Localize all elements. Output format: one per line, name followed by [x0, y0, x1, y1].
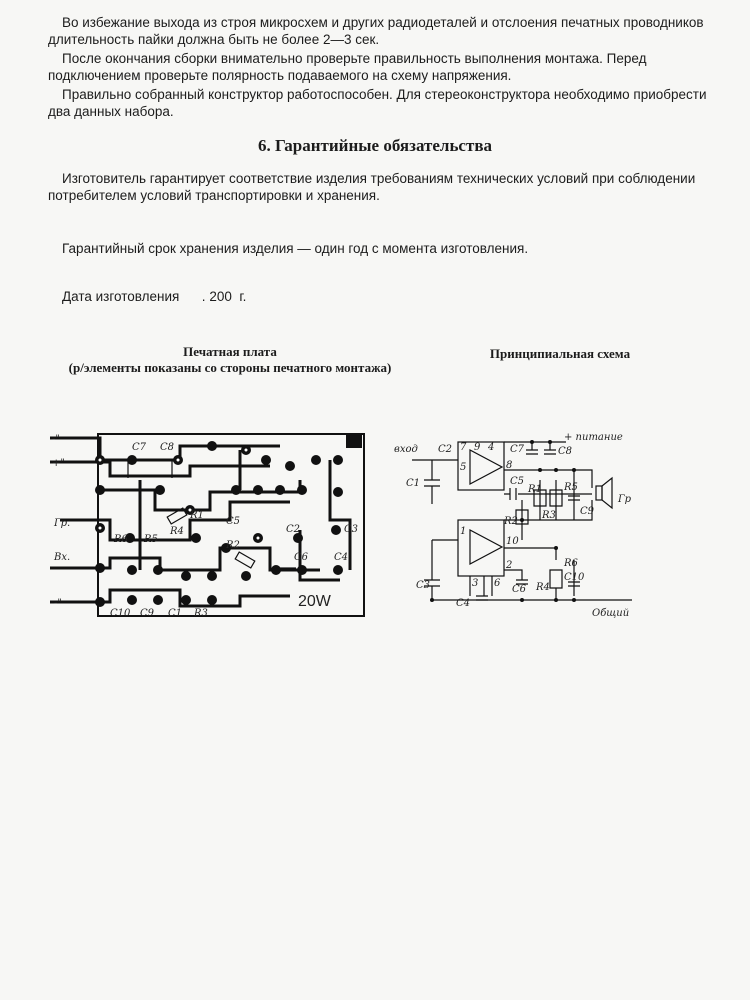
pcb-label-speaker: Гр. [54, 518, 71, 529]
schematic-junctions [430, 440, 576, 602]
schematic-label-speaker: Гр [618, 494, 632, 505]
pcb-drawing [40, 420, 380, 620]
pcb-caption [40, 344, 420, 376]
schematic-label-c8: C8 [558, 446, 573, 457]
schematic-pin-7: 7 [460, 442, 467, 453]
schematic-drawing [392, 420, 682, 620]
pcb-label-c2: C2 [286, 524, 301, 535]
storage-term-paragraph: Гарантийный срок хранения изделия — один год с момента изготовления. [62, 241, 529, 256]
schematic-label-c4: C4 [456, 598, 471, 609]
schematic-label-r5: R5 [564, 482, 578, 493]
schematic-pin-3: 3 [472, 578, 479, 589]
pcb-label-c7: C7 [132, 442, 147, 453]
pcb-label-r4: R4 [170, 526, 184, 537]
pcb-label-plus: +" [52, 458, 65, 469]
schematic-label-c1: C1 [406, 478, 421, 489]
pcb-label-c5: C5 [226, 516, 241, 527]
schematic-label-r3: R3 [542, 510, 556, 521]
pcb-traces [50, 438, 350, 606]
schematic-label-c3: C3 [416, 580, 431, 591]
pcb-caption-title: Печатная плата [183, 344, 277, 359]
pcb-caption-subtitle: (р/элементы показаны со стороны печатного монтажа) [68, 360, 392, 375]
pcb-label-input: Вх. [54, 552, 71, 563]
schematic-pin-1: 1 [460, 526, 467, 537]
warranty-paragraph: Изготовитель гарантирует соответствие изделия требованиям технических условий при соблюдении потребителем условий транспортировки и хранения. [48, 171, 696, 203]
pcb-label-c4: C4 [334, 552, 349, 563]
schematic-label-r4: R4 [536, 582, 550, 593]
pcb-label-r2: R2 [226, 540, 240, 551]
pcb-label-minus-top: -" [52, 434, 60, 445]
schematic-label-common: Общий [592, 608, 630, 619]
pcb-label-r1: R1 [190, 510, 204, 521]
schematic-pin-6: 6 [494, 578, 501, 589]
schematic-label-c9: C9 [580, 506, 595, 517]
schematic-label-c5: C5 [510, 476, 525, 487]
pcb-label-c1: C1 [168, 608, 183, 619]
schematic-pin-2: 2 [506, 560, 513, 571]
pcb-label-r5: R5 [144, 534, 158, 545]
pcb-corner-marker [346, 434, 362, 448]
schematic-pin-10: 10 [506, 536, 519, 547]
schematic-pin-8: 8 [506, 460, 513, 471]
intro-paragraph-2: После окончания сборки внимательно проверьте правильность выполнения монтажа. Перед подключением проверьте полярность подаваемого на схему напряжения. [48, 51, 647, 83]
pcb-label-c3: C3 [344, 524, 359, 535]
schematic-label-c6: C6 [512, 584, 527, 595]
schematic-label-power: + питание [564, 432, 623, 443]
schematic-label-r1: R1 [528, 484, 542, 495]
pcb-label-minus-bottom: -" [54, 598, 62, 609]
pcb-label-c8: C8 [160, 442, 175, 453]
schematic-pin-5: 5 [460, 462, 467, 473]
schematic-pin-4: 4 [488, 442, 495, 453]
schematic-label-c10: C10 [564, 572, 585, 583]
schematic-label-c2: C2 [438, 444, 453, 455]
pcb-label-c6: C6 [294, 552, 309, 563]
schematic-label-r6: R6 [564, 558, 578, 569]
schematic-label-r2: R2 [504, 516, 518, 527]
schematic-pin-9: 9 [474, 442, 481, 453]
section-title: 6. Гарантийные обязательства [257, 136, 493, 155]
upper-amplifier-symbol [470, 450, 502, 484]
pcb-label-r3: R3 [194, 608, 208, 619]
pcb-label-c10: C10 [110, 608, 131, 619]
intro-paragraph-3: Правильно собранный конструктор работоспособен. Для стереоконструктора необходимо приобрести два данных набора. [48, 87, 707, 119]
manufacture-date-line: Дата изготовления . 200 г. [62, 289, 247, 304]
schematic-label-input: вход [394, 444, 418, 455]
pcb-label-c9: C9 [140, 608, 155, 619]
intro-paragraph-1: Во избежание выхода из строя микросхем и других радиодеталей и отслоения печатных проводников длительность пайки должна быть не более 2—3 сек. [48, 15, 704, 47]
pcb-label-power-rating: 20W [298, 593, 331, 610]
lower-amplifier-symbol [470, 530, 502, 564]
schematic-caption: Принципиальная схема [489, 346, 631, 361]
pcb-label-r6: R6 [114, 534, 128, 545]
schematic-label-c7: C7 [510, 444, 525, 455]
